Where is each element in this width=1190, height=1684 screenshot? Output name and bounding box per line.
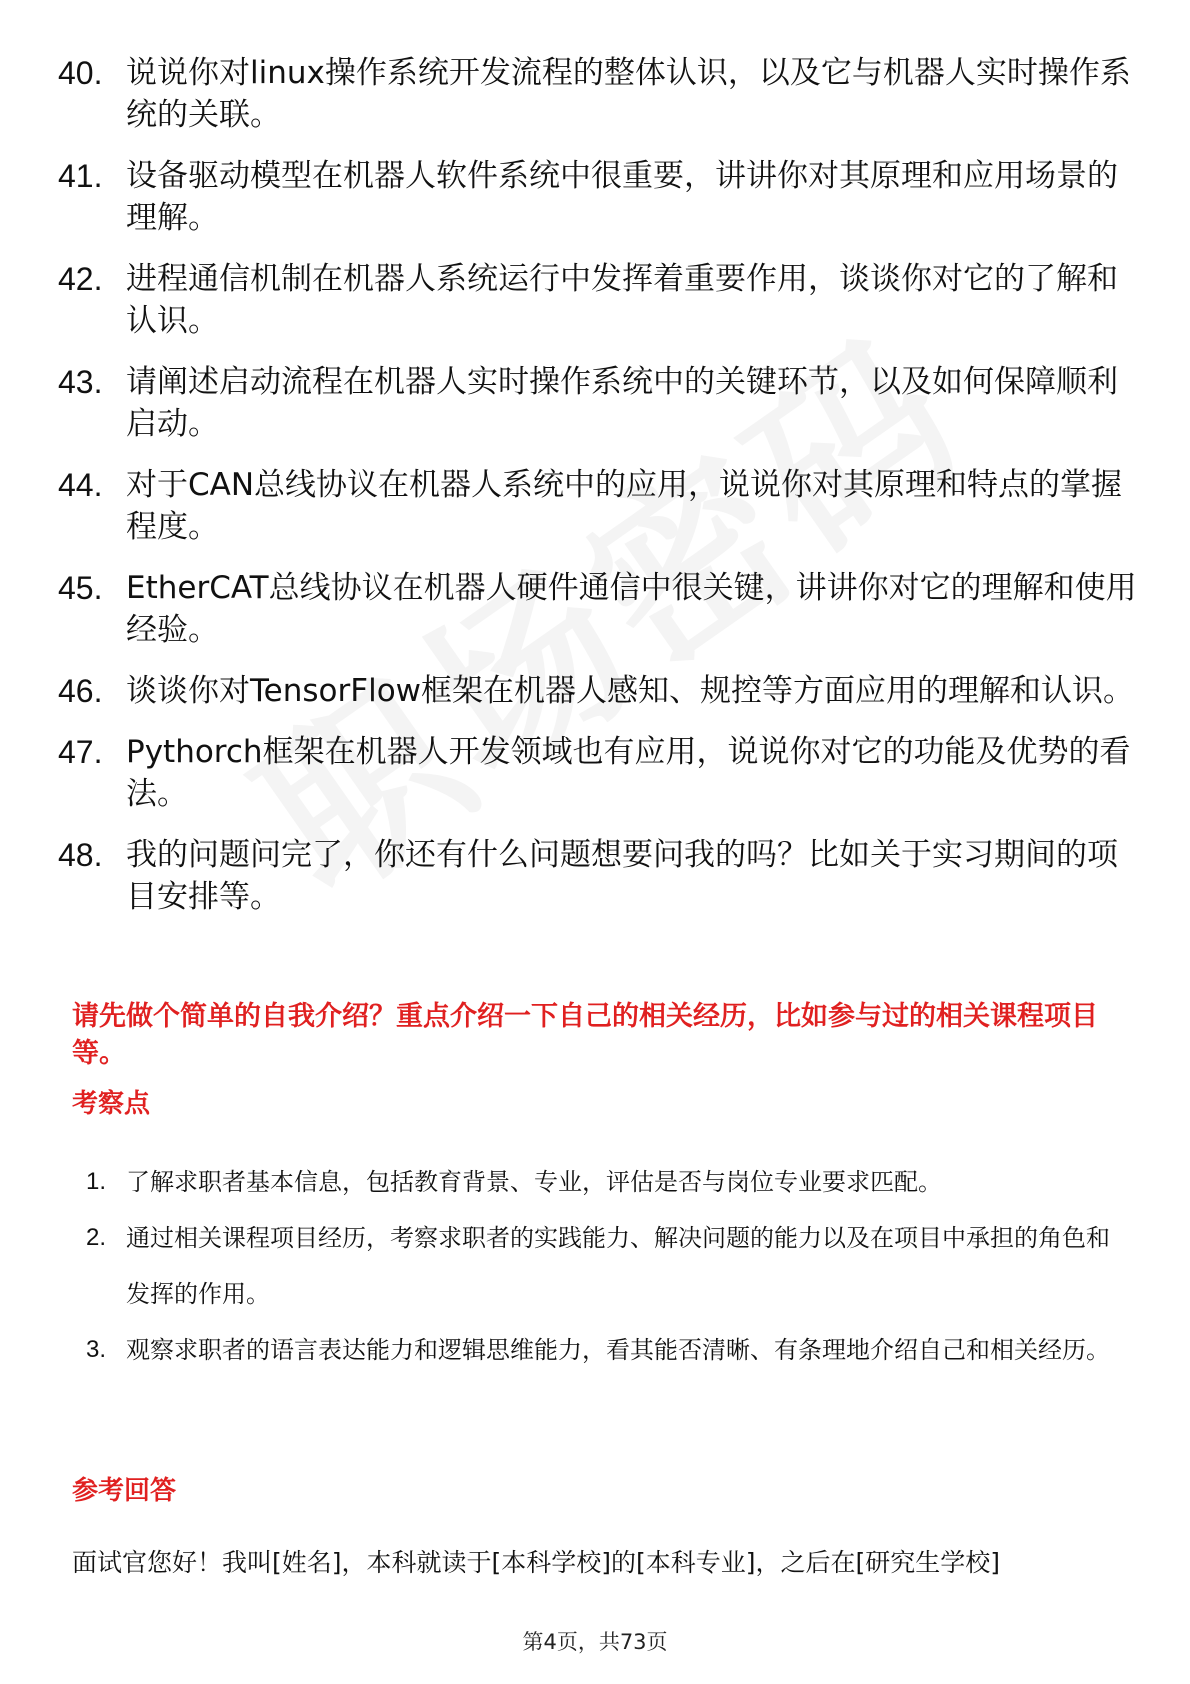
- highlight-question: 请先做个简单的自我介绍？重点介绍一下自己的相关经历，比如参与过的相关课程项目等。: [72, 1001, 1098, 1069]
- question-item: [58, 731, 1138, 815]
- list-item: [72, 1154, 1122, 1210]
- question-item: [58, 361, 1138, 445]
- list-item: [72, 1322, 1122, 1378]
- question-item: [58, 567, 1138, 651]
- question-text: 谈谈你对TensorFlow框架在机器人感知、规控等方面应用的理解和认识。: [126, 673, 1135, 709]
- list-item: [72, 1210, 1122, 1322]
- answer-paragraph: 面试官您好！我叫[姓名]，本科就读于[本科学校]的[本科专业]，之后在[研究生学校]: [72, 1548, 1001, 1577]
- question-number: 43.: [58, 364, 103, 400]
- point-number: 2.: [86, 1224, 107, 1251]
- inspection-heading: 考察点: [72, 1089, 151, 1119]
- question-item: [58, 258, 1138, 342]
- question-text: 说说你对linux操作系统开发流程的整体认识，以及它与机器人实时操作系统的关联。: [126, 55, 1131, 133]
- question-item: [58, 834, 1138, 918]
- question-text: 对于CAN总线协议在机器人系统中的应用，说说你对其原理和特点的掌握程度。: [126, 467, 1123, 545]
- question-number: 46.: [58, 673, 103, 709]
- question-text: EtherCAT总线协议在机器人硬件通信中很关键，讲讲你对它的理解和使用经验。: [126, 570, 1137, 648]
- question-number: 48.: [58, 837, 103, 873]
- question-item: [58, 464, 1138, 548]
- answer-heading: 参考回答: [72, 1476, 177, 1506]
- question-list: [58, 52, 1138, 937]
- point-number: 1.: [86, 1168, 107, 1195]
- point-text: 了解求职者基本信息，包括教育背景、专业，评估是否与岗位专业要求匹配。: [126, 1168, 942, 1196]
- question-number: 40.: [58, 55, 103, 91]
- question-text: 我的问题问完了，你还有什么问题想要问我的吗？比如关于实习期间的项目安排等。: [126, 837, 1118, 915]
- point-text: 通过相关课程项目经历，考察求职者的实践能力、解决问题的能力以及在项目中承担的角色和发挥的作用。: [126, 1224, 1110, 1308]
- question-item: [58, 670, 1138, 712]
- page-footer: 第4页，共73页: [522, 1630, 668, 1654]
- question-number: 47.: [58, 734, 103, 770]
- question-number: 44.: [58, 467, 103, 503]
- question-item: [58, 155, 1138, 239]
- inspection-points-list: [72, 1154, 1122, 1378]
- question-item: [58, 52, 1138, 136]
- question-text: Pythorch框架在机器人开发领域也有应用，说说你对它的功能及优势的看法。: [126, 734, 1131, 812]
- question-text: 设备驱动模型在机器人软件系统中很重要，讲讲你对其原理和应用场景的理解。: [126, 158, 1118, 236]
- question-text: 请阐述启动流程在机器人实时操作系统中的关键环节，以及如何保障顺利启动。: [126, 364, 1118, 442]
- question-number: 41.: [58, 158, 103, 194]
- point-number: 3.: [86, 1336, 107, 1363]
- question-number: 42.: [58, 261, 103, 297]
- point-text: 观察求职者的语言表达能力和逻辑思维能力，看其能否清晰、有条理地介绍自己和相关经历。: [126, 1336, 1110, 1364]
- question-number: 45.: [58, 570, 103, 606]
- question-text: 进程通信机制在机器人系统运行中发挥着重要作用，谈谈你对它的了解和认识。: [126, 261, 1118, 339]
